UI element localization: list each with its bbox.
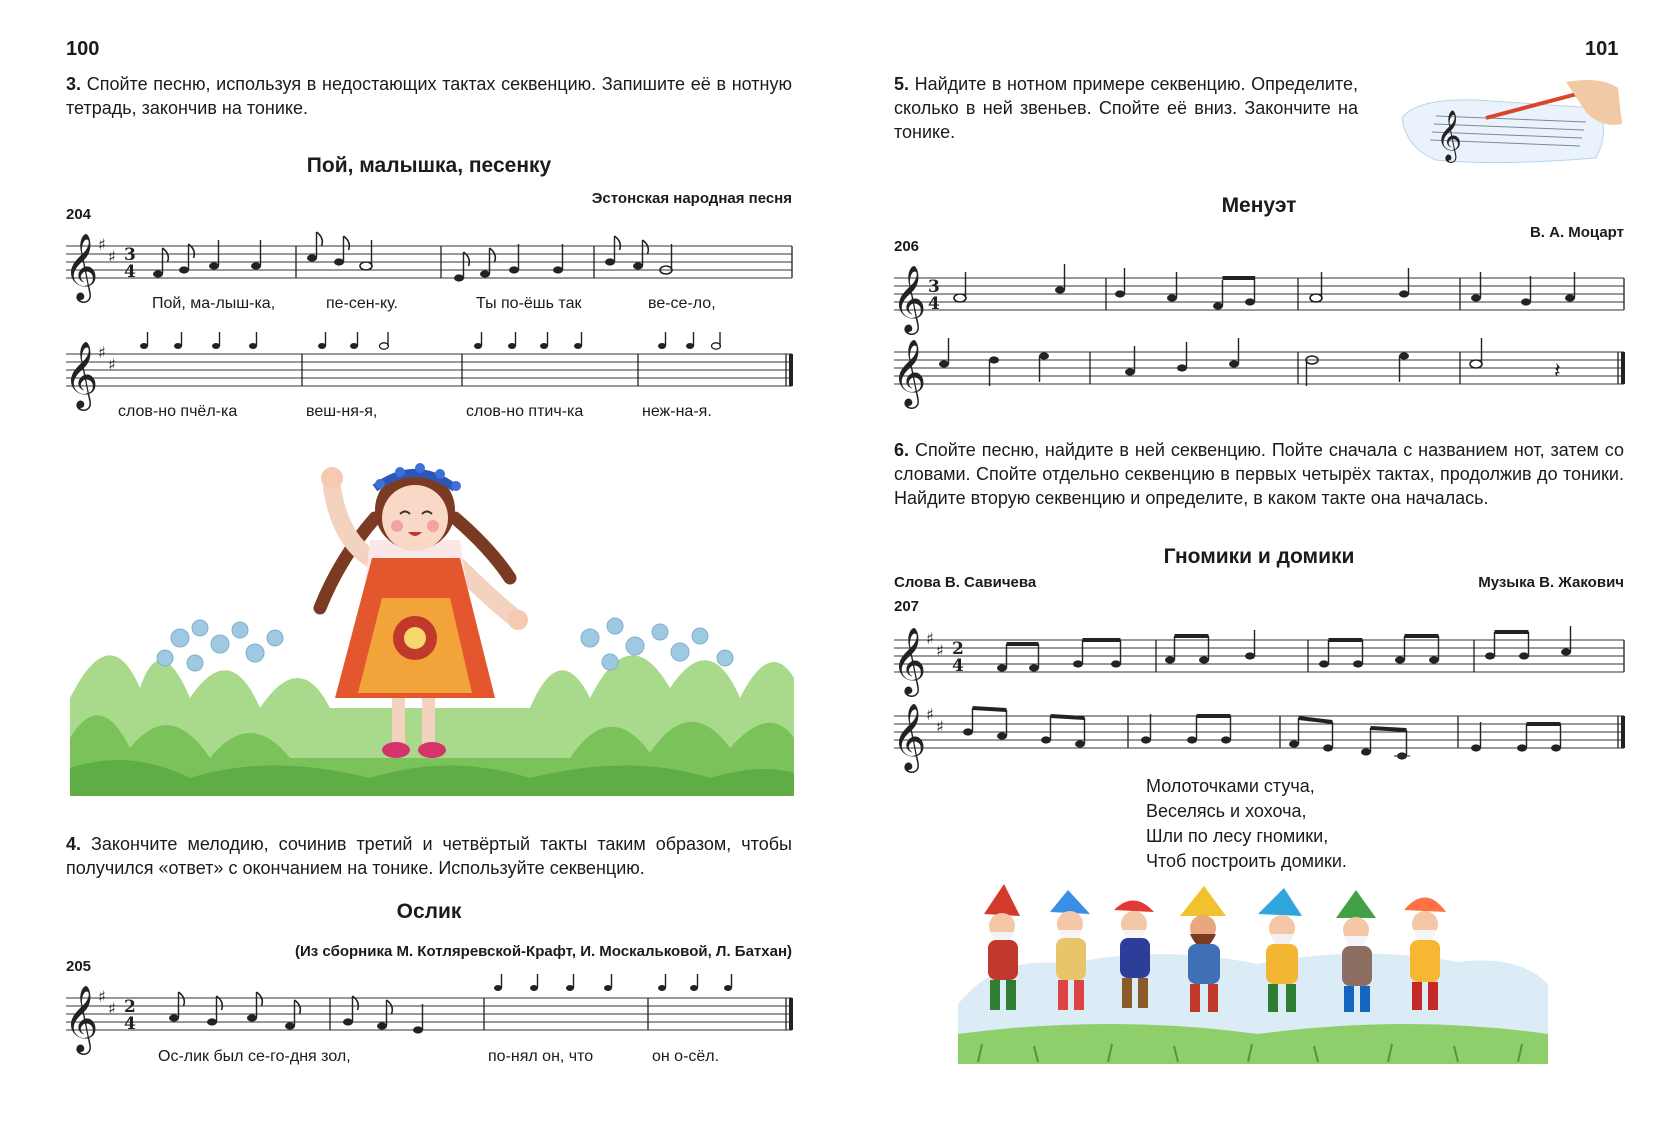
treble-clef-icon: 𝄞 (892, 338, 927, 406)
hand-writing-notes-illustration (1396, 78, 1624, 164)
treble-clef-icon: 𝄞 (64, 984, 99, 1052)
poem-line: Молоточками стуча, (1146, 776, 1315, 796)
song-207-title: Гномики и домики (1163, 545, 1355, 568)
staff-204-row-2 (64, 330, 794, 408)
girl-in-flowers-illustration (70, 448, 794, 796)
example-number-205: 205 (66, 958, 92, 975)
song-205-title: Ослик (396, 900, 462, 923)
sharp-icon: ♯ (936, 641, 944, 660)
svg-text:4: 4 (124, 262, 136, 282)
gnomes-illustration (958, 884, 1548, 1064)
sharp-icon: ♯ (108, 355, 116, 374)
page-number-left: 100 (66, 38, 100, 60)
task-6-text: Спойте песню, найдите в ней секвенцию. Пойте сначала с названием нот, затем со словами. Спойте отдельно секвенцию в первых четырёх тактах, продолжив до тоники. Найдите вторую секвенцию и определите, в каком такте она началась. (894, 440, 1624, 508)
task-4-text: Закончите мелодию, сочинив третий и четвёртый такты таким образом, чтобы получился «ответ» с окончанием на тонике. Используйте секвенцию. (66, 834, 792, 878)
poem-line: Шли по лесу гномики, (1146, 826, 1329, 846)
treble-clef-icon: 𝄞 (892, 626, 927, 694)
song-204-origin: Эстонская народная песня (591, 190, 792, 207)
song-206-title: Менуэт (1221, 194, 1297, 217)
svg-text:4: 4 (124, 1014, 136, 1034)
song-206-composer: В. А. Моцарт (1529, 224, 1624, 241)
staff-lines (66, 246, 792, 278)
svg-text:3: 3 (124, 245, 136, 265)
song-207-lyricist: Слова В. Савичева (894, 574, 1037, 591)
treble-clef-icon: 𝄞 (64, 340, 99, 408)
example-number-206: 206 (894, 238, 920, 255)
lyric-204-1: Пой, ма-лыш-ка, (152, 295, 276, 312)
task-6 (894, 438, 1624, 510)
lyric-204-6: веш-ня-я, (306, 403, 378, 420)
sharp-icon: ♯ (926, 629, 934, 648)
sharp-icon: ♯ (98, 235, 106, 254)
example-number-207: 207 (894, 598, 920, 615)
staff-205 (64, 972, 794, 1052)
treble-clef-icon: 𝄞 (64, 232, 99, 300)
task-4-number: 4. (66, 834, 82, 854)
lyric-205-3: он о-сёл. (652, 1048, 720, 1065)
task-5-number: 5. (894, 74, 910, 94)
staff-206-row-1 (892, 262, 1626, 332)
svg-text:2: 2 (952, 639, 964, 659)
treble-clef-icon: 𝄞 (892, 264, 927, 332)
lyric-205-1: Ос-лик был се-го-дня зол, (158, 1048, 351, 1065)
task-5-text: Найдите в нотном примере секвенцию. Определите, сколько в ней звеньев. Спойте её вниз. Закончите на тонике. (894, 74, 1358, 142)
example-number-204: 204 (66, 206, 92, 223)
quarter-rest-icon: 𝄽 (1554, 359, 1561, 384)
song-207-composer: Музыка В. Жакович (1478, 574, 1624, 591)
lyric-205-2: по-нял он, что (488, 1048, 594, 1065)
svg-text:2: 2 (124, 997, 136, 1017)
staff-207-row-1 (892, 624, 1626, 694)
sharp-icon: ♯ (98, 987, 106, 1006)
lyric-204-2: пе-сен-ку. (326, 295, 398, 312)
sharp-icon: ♯ (108, 247, 116, 266)
lyric-204-8: неж-на-я. (642, 403, 712, 420)
treble-clef-icon: 𝄞 (892, 702, 927, 770)
staff-206-row-2 (892, 336, 1626, 406)
task-4 (66, 832, 792, 880)
sharp-icon: ♯ (936, 717, 944, 736)
lyric-204-4: ве-се-ло, (648, 295, 716, 312)
poem-line: Веселясь и хохоча, (1146, 801, 1307, 821)
staff-204-row-1 (64, 230, 794, 300)
sharp-icon: ♯ (926, 705, 934, 724)
task-3-number: 3. (66, 74, 82, 94)
task-6-number: 6. (894, 440, 910, 460)
task-3 (66, 72, 792, 120)
page-number-right: 101 (1585, 38, 1619, 60)
task-5 (894, 72, 1358, 144)
svg-text:4: 4 (928, 294, 940, 314)
task-3-text: Спойте песню, используя в недостающих тактах секвенцию. Запишите её в нотную тетрадь, закончив на тонике. (66, 74, 792, 118)
poem-line: Чтоб построить домики. (1146, 851, 1347, 871)
treble-clef-icon: 𝄞 (1436, 110, 1463, 161)
svg-text:4: 4 (952, 656, 964, 676)
poem (1146, 774, 1347, 874)
lyric-204-5: слов-но пчёл-ка (118, 403, 238, 420)
staff-207-row-2 (892, 700, 1626, 770)
sharp-icon: ♯ (108, 999, 116, 1018)
song-205-source: (Из сборника М. Котляревской-Крафт, И. Москальковой, Л. Батхан) (295, 943, 792, 960)
lyric-204-3: Ты по-ёшь так (476, 295, 582, 312)
sharp-icon: ♯ (98, 343, 106, 362)
svg-text:3: 3 (928, 277, 940, 297)
song-204-title: Пой, малышка, песенку (306, 154, 552, 177)
lyric-204-7: слов-но птич-ка (466, 403, 584, 420)
